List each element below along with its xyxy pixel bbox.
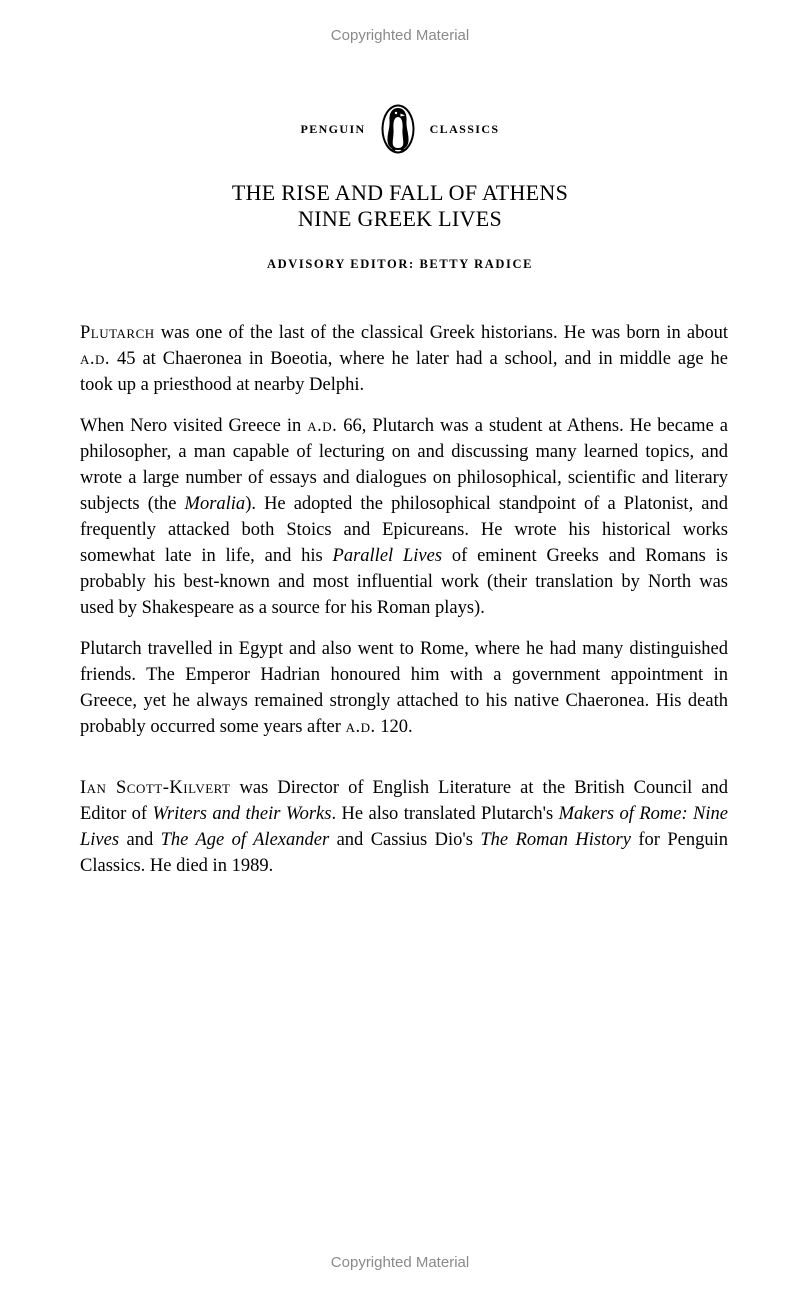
work-title: Writers and their Works [152, 804, 332, 824]
author-paragraph-1 [80, 320, 728, 398]
work-title: Parallel Lives [332, 546, 443, 566]
work-title: The Age of Alexander [160, 830, 330, 850]
watermark-top: Copyrighted Material [330, 27, 470, 44]
text-run: Plutarch travelled in Egypt and also went to Rome, where he had many distinguished friends. The Emperor Hadrian honoured him with a government appointment in Greece, yet he always remained strongly attached to his native Chaeronea. His death probably occurred some years after [80, 639, 728, 737]
bio-text [80, 320, 728, 894]
text-run: ). He adopted the philosophical standpoint of a Platonist, and frequently attacked both Stoics and Epicureans. He wrote his historical works somewhat late in life, and his [80, 494, 728, 566]
series-header [0, 103, 800, 155]
text-run: was Director of English Literature at the British Council and Editor of [80, 778, 728, 824]
text-run: 66, Plutarch was a student at Athens. He became a philosopher, a man capable of lecturing on and discussing many learned topics, and wrote a large number of essays and dialogues on philosophical, scientific and literary subjects (the [80, 416, 728, 514]
text-run: and [119, 830, 161, 850]
title-line-2: NINE GREEK LIVES [298, 206, 502, 231]
era-abbrev: a.d. [345, 717, 376, 737]
text-run: 45 at Chaeronea in Boeotia, where he later had a school, and in middle age he took up a priesthood at nearby Delphi. [80, 349, 728, 395]
work-title: Makers of Rome: Nine Lives [80, 804, 728, 850]
book-title [0, 180, 800, 232]
text-run: When Nero visited Greece in [80, 416, 308, 436]
penguin-logo-icon [380, 103, 416, 155]
text-run: for Penguin Classics. He died in 1989. [80, 830, 728, 876]
author-paragraph-2 [80, 413, 728, 621]
work-title: The Roman History [480, 830, 631, 850]
author-paragraph-3 [80, 636, 728, 740]
text-run: of eminent Greeks and Romans is probably his best-known and most influential work (their translation by North was used by Shakespeare as a source for his Roman plays). [80, 546, 728, 618]
work-title: Moralia [184, 494, 246, 514]
text-run: and Cassius Dio's [329, 830, 481, 850]
era-abbrev: a.d. [80, 349, 111, 369]
era-abbrev: a.d. [307, 416, 338, 436]
series-word-penguin: PENGUIN [300, 121, 366, 136]
series-word-classics: CLASSICS [429, 121, 500, 136]
translator-name: Ian Scott-Kilvert [80, 778, 231, 798]
author-name: Plutarch [80, 323, 155, 343]
text-run: 120. [375, 717, 413, 737]
text-run: was one of the last of the classical Greek historians. He was born in about [154, 323, 728, 343]
translator-paragraph [80, 775, 728, 879]
advisory-editor: ADVISORY EDITOR: BETTY RADICE [266, 257, 534, 271]
title-line-1: THE RISE AND FALL OF ATHENS [231, 180, 569, 205]
text-run: . He also translated Plutarch's [331, 804, 559, 824]
watermark-bottom: Copyrighted Material [330, 1254, 470, 1271]
